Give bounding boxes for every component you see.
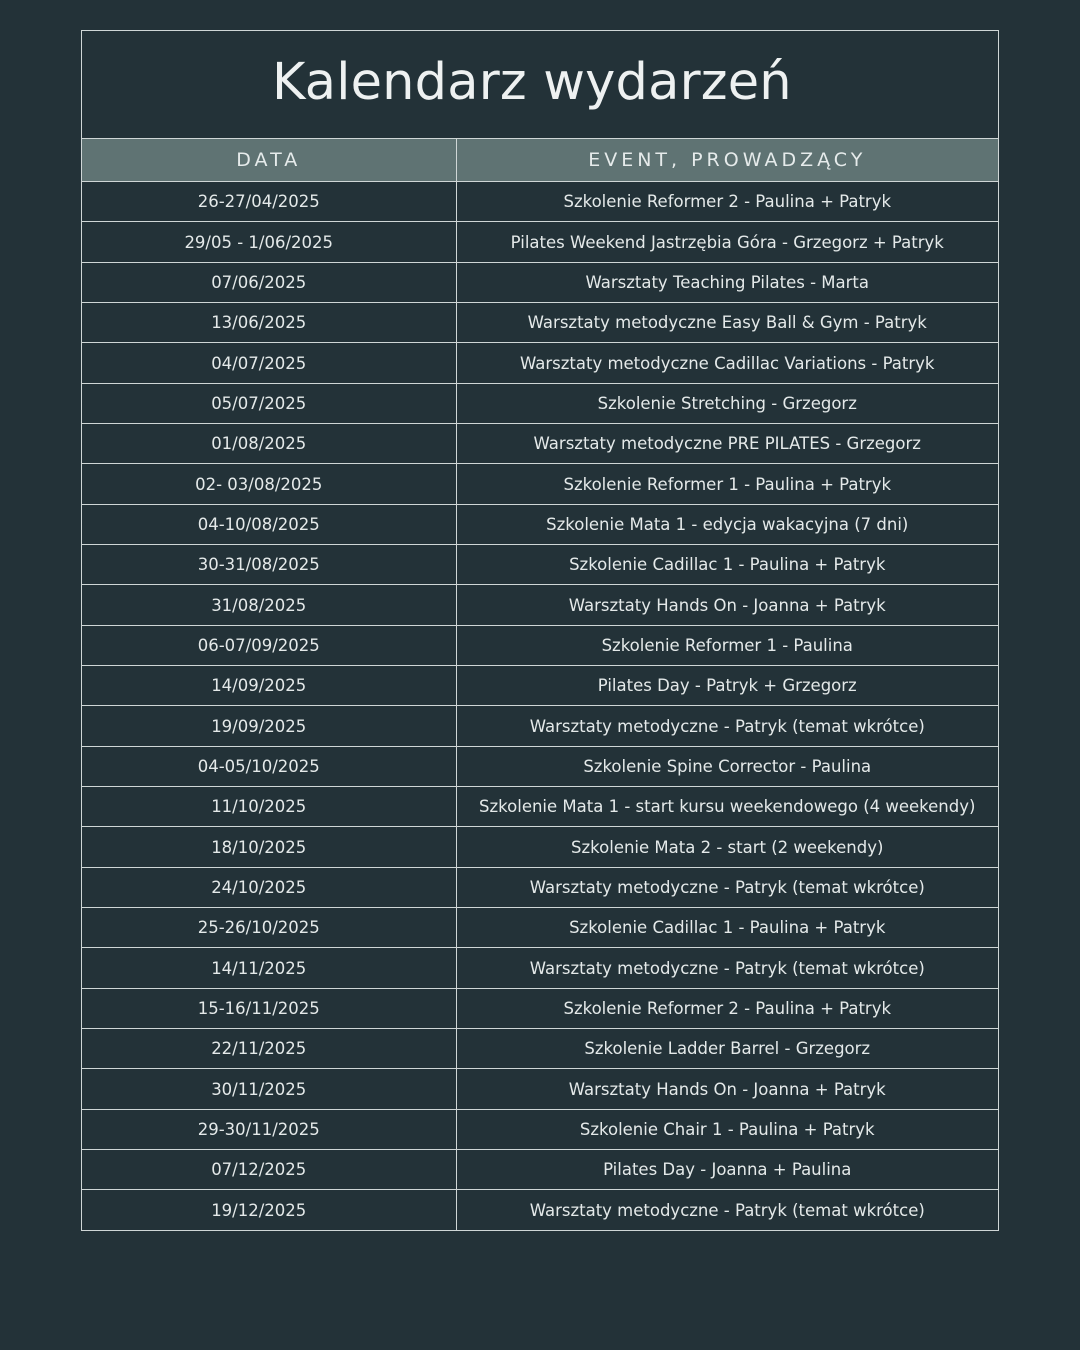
event-name: Szkolenie Chair 1 - Paulina + Patryk xyxy=(456,1110,998,1150)
event-name: Szkolenie Mata 1 - edycja wakacyjna (7 dni) xyxy=(456,505,998,545)
table-row xyxy=(82,747,998,787)
event-date: 25-26/10/2025 xyxy=(82,908,456,948)
event-date: 14/09/2025 xyxy=(82,666,456,706)
table-row xyxy=(82,1150,998,1190)
event-name: Pilates Day - Patryk + Grzegorz xyxy=(456,666,998,706)
event-name: Warsztaty metodyczne Easy Ball & Gym - Patryk xyxy=(456,303,998,343)
table-row xyxy=(82,464,998,505)
event-name: Warsztaty Teaching Pilates - Marta xyxy=(456,263,998,303)
event-date: 04-10/08/2025 xyxy=(82,505,456,545)
event-name: Warsztaty metodyczne - Patryk (temat wkrótce) xyxy=(456,706,998,747)
event-name: Szkolenie Reformer 2 - Paulina + Patryk xyxy=(456,182,998,222)
column-header-event: EVENT, PROWADZĄCY xyxy=(456,139,998,182)
event-date: 06-07/09/2025 xyxy=(82,626,456,666)
event-name: Szkolenie Reformer 1 - Paulina xyxy=(456,626,998,666)
table-row xyxy=(82,343,998,384)
event-name: Szkolenie Cadillac 1 - Paulina + Patryk xyxy=(456,545,998,585)
column-header-date: DATA xyxy=(82,139,456,182)
table-row xyxy=(82,989,998,1029)
table-row xyxy=(82,626,998,666)
event-date: 19/12/2025 xyxy=(82,1190,456,1231)
event-date: 24/10/2025 xyxy=(82,868,456,908)
event-name: Warsztaty Hands On - Joanna + Patryk xyxy=(456,585,998,626)
event-name: Szkolenie Spine Corrector - Paulina xyxy=(456,747,998,787)
event-name: Warsztaty metodyczne - Patryk (temat wkrótce) xyxy=(456,948,998,989)
event-date: 14/11/2025 xyxy=(82,948,456,989)
event-name: Warsztaty metodyczne - Patryk (temat wkrótce) xyxy=(456,868,998,908)
event-name: Warsztaty metodyczne Cadillac Variations - Patryk xyxy=(456,343,998,384)
table-row xyxy=(82,1190,998,1231)
table-row xyxy=(82,1069,998,1110)
table-row xyxy=(82,182,998,222)
event-name: Warsztaty metodyczne PRE PILATES - Grzegorz xyxy=(456,424,998,464)
event-date: 13/06/2025 xyxy=(82,303,456,343)
event-name: Warsztaty Hands On - Joanna + Patryk xyxy=(456,1069,998,1110)
event-name: Pilates Weekend Jastrzębia Góra - Grzegorz + Patryk xyxy=(456,222,998,263)
table-row xyxy=(82,948,998,989)
event-date: 05/07/2025 xyxy=(82,384,456,424)
title-row xyxy=(82,31,998,139)
table-row xyxy=(82,787,998,827)
event-date: 29-30/11/2025 xyxy=(82,1110,456,1150)
event-date: 07/06/2025 xyxy=(82,263,456,303)
page-title: Kalendarz wydarzeń xyxy=(272,53,792,112)
table-row xyxy=(82,908,998,948)
table-row xyxy=(82,706,998,747)
table-row xyxy=(82,303,998,343)
event-name: Szkolenie Ladder Barrel - Grzegorz xyxy=(456,1029,998,1069)
event-calendar xyxy=(81,30,999,1231)
event-date: 15-16/11/2025 xyxy=(82,989,456,1029)
event-date: 18/10/2025 xyxy=(82,827,456,868)
event-date: 19/09/2025 xyxy=(82,706,456,747)
table-row xyxy=(82,585,998,626)
event-name: Szkolenie Cadillac 1 - Paulina + Patryk xyxy=(456,908,998,948)
table-row xyxy=(82,263,998,303)
table-row xyxy=(82,1110,998,1150)
table-row xyxy=(82,868,998,908)
event-date: 22/11/2025 xyxy=(82,1029,456,1069)
event-name: Szkolenie Reformer 2 - Paulina + Patryk xyxy=(456,989,998,1029)
event-name: Szkolenie Mata 1 - start kursu weekendowego (4 weekendy) xyxy=(456,787,998,827)
table-row xyxy=(82,666,998,706)
event-date: 26-27/04/2025 xyxy=(82,182,456,222)
event-date: 04-05/10/2025 xyxy=(82,747,456,787)
table-row xyxy=(82,384,998,424)
event-date: 04/07/2025 xyxy=(82,343,456,384)
event-name: Szkolenie Mata 2 - start (2 weekendy) xyxy=(456,827,998,868)
event-date: 11/10/2025 xyxy=(82,787,456,827)
table-row xyxy=(82,424,998,464)
table-row xyxy=(82,827,998,868)
event-name: Szkolenie Stretching - Grzegorz xyxy=(456,384,998,424)
header-row xyxy=(82,139,998,182)
table-row xyxy=(82,545,998,585)
event-date: 02- 03/08/2025 xyxy=(82,464,456,505)
table-row xyxy=(82,1029,998,1069)
event-date: 30/11/2025 xyxy=(82,1069,456,1110)
event-date: 01/08/2025 xyxy=(82,424,456,464)
event-date: 29/05 - 1/06/2025 xyxy=(82,222,456,263)
events-table xyxy=(82,139,998,1230)
event-name: Szkolenie Reformer 1 - Paulina + Patryk xyxy=(456,464,998,505)
event-date: 30-31/08/2025 xyxy=(82,545,456,585)
event-name: Warsztaty metodyczne - Patryk (temat wkrótce) xyxy=(456,1190,998,1231)
table-row xyxy=(82,222,998,263)
table-row xyxy=(82,505,998,545)
event-date: 31/08/2025 xyxy=(82,585,456,626)
event-name: Pilates Day - Joanna + Paulina xyxy=(456,1150,998,1190)
event-date: 07/12/2025 xyxy=(82,1150,456,1190)
